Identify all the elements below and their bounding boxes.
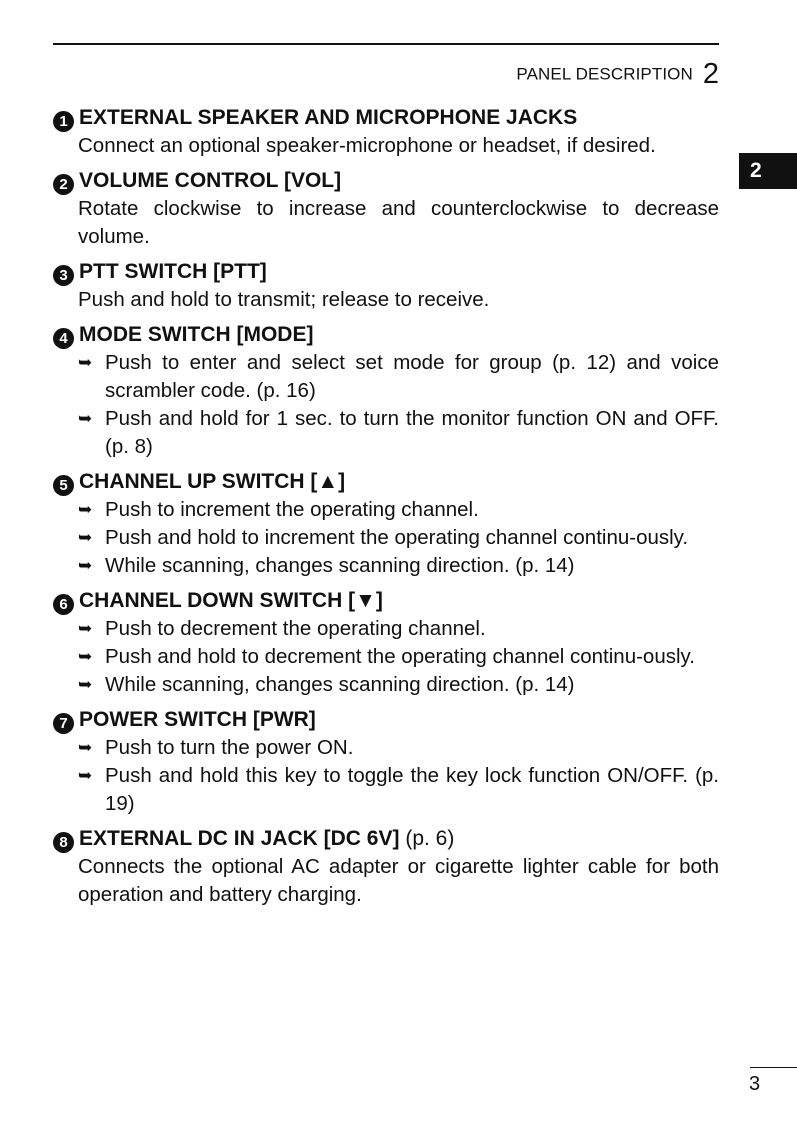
bullet-item — [78, 734, 719, 762]
panel-description-content — [53, 104, 719, 916]
section-title: EXTERNAL SPEAKER AND MICROPHONE JACKS — [79, 106, 578, 129]
section-title: MODE SWITCH [MODE] — [79, 323, 314, 346]
bullet-text: Push to enter and select set mode for group (p. 12) and voice scrambler code. (p. 16) — [105, 351, 719, 402]
bullet-item — [78, 615, 719, 643]
footer-rule — [750, 1067, 797, 1068]
section-body: Connects the optional AC adapter or cigarette lighter cable for both operation and battery charging. — [78, 855, 719, 906]
section-body: Connect an optional speaker-microphone or headset, if desired. — [78, 134, 656, 157]
section-external-speaker-jacks — [53, 104, 719, 160]
bullet-item — [78, 762, 719, 818]
bullet-item — [78, 349, 719, 405]
arrow-bullet-icon: ➥ — [78, 353, 93, 372]
section-channel-down-switch — [53, 587, 719, 699]
bullet-list — [53, 496, 719, 580]
arrow-bullet-icon: ➥ — [78, 647, 93, 666]
bullet-item — [78, 552, 719, 580]
arrow-bullet-icon: ➥ — [78, 675, 93, 694]
bullet-text: Push to turn the power ON. — [105, 736, 354, 759]
header-title: PANEL DESCRIPTION — [516, 64, 693, 84]
bullet-text: Push and hold for 1 sec. to turn the monitor function ON and OFF. (p. 8) — [105, 407, 719, 458]
section-ptt-switch — [53, 258, 719, 314]
bullet-item — [78, 524, 719, 552]
section-title: POWER SWITCH [PWR] — [79, 708, 316, 731]
section-number-badge: 1 — [53, 111, 74, 132]
section-channel-up-switch — [53, 468, 719, 580]
bullet-item — [78, 671, 719, 699]
section-heading — [53, 258, 719, 286]
section-body: Rotate clockwise to increase and counterclockwise to decrease volume. — [78, 197, 719, 248]
section-body: Push and hold to transmit; release to receive. — [78, 288, 490, 311]
section-title: VOLUME CONTROL [VOL] — [79, 169, 342, 192]
section-external-dc-jack — [53, 825, 719, 909]
section-heading — [53, 104, 719, 132]
arrow-bullet-icon: ➥ — [78, 500, 93, 519]
bullet-text: Push and hold to increment the operating channel continu-ously. — [105, 526, 689, 549]
section-number-badge: 8 — [53, 832, 74, 853]
section-title: EXTERNAL DC IN JACK [DC 6V] — [79, 827, 400, 850]
section-power-switch — [53, 706, 719, 818]
arrow-bullet-icon: ➥ — [78, 528, 93, 547]
bullet-item — [78, 643, 719, 671]
section-heading — [53, 706, 719, 734]
bullet-item — [78, 496, 719, 524]
bullet-text: Push to decrement the operating channel. — [105, 617, 486, 640]
section-mode-switch — [53, 321, 719, 461]
top-rule — [53, 43, 719, 45]
bullet-list — [53, 615, 719, 699]
section-number-badge: 6 — [53, 594, 74, 615]
arrow-bullet-icon: ➥ — [78, 766, 93, 785]
bullet-item — [78, 405, 719, 461]
section-heading — [53, 825, 719, 853]
page-header — [53, 58, 719, 91]
page-number: 3 — [749, 1073, 761, 1095]
chapter-tab: 2 — [739, 153, 797, 189]
section-volume-control — [53, 167, 719, 251]
bullet-list — [53, 349, 719, 461]
arrow-bullet-icon: ➥ — [78, 409, 93, 428]
section-number-badge: 5 — [53, 475, 74, 496]
header-chapter-number: 2 — [702, 58, 719, 90]
bullet-text: Push to increment the operating channel. — [105, 498, 479, 521]
arrow-bullet-icon: ➥ — [78, 556, 93, 575]
bullet-text: While scanning, changes scanning direction. (p. 14) — [105, 673, 575, 696]
bullet-text: Push and hold to decrement the operating channel continu-ously. — [105, 645, 695, 668]
section-title: PTT SWITCH [PTT] — [79, 260, 267, 283]
arrow-bullet-icon: ➥ — [78, 619, 93, 638]
bullet-list — [53, 734, 719, 818]
section-heading — [53, 587, 719, 615]
section-title: CHANNEL UP SWITCH [▲] — [79, 470, 346, 493]
section-heading — [53, 468, 719, 496]
section-number-badge: 2 — [53, 174, 74, 195]
section-heading — [53, 167, 719, 195]
section-heading — [53, 321, 719, 349]
bullet-text: While scanning, changes scanning direction. (p. 14) — [105, 554, 575, 577]
bullet-text: Push and hold this key to toggle the key lock function ON/OFF. (p. 19) — [105, 764, 719, 815]
section-number-badge: 3 — [53, 265, 74, 286]
section-number-badge: 7 — [53, 713, 74, 734]
section-number-badge: 4 — [53, 328, 74, 349]
section-title: CHANNEL DOWN SWITCH [▼] — [79, 589, 383, 612]
page-reference: (p. 6) — [405, 827, 455, 850]
arrow-bullet-icon: ➥ — [78, 738, 93, 757]
